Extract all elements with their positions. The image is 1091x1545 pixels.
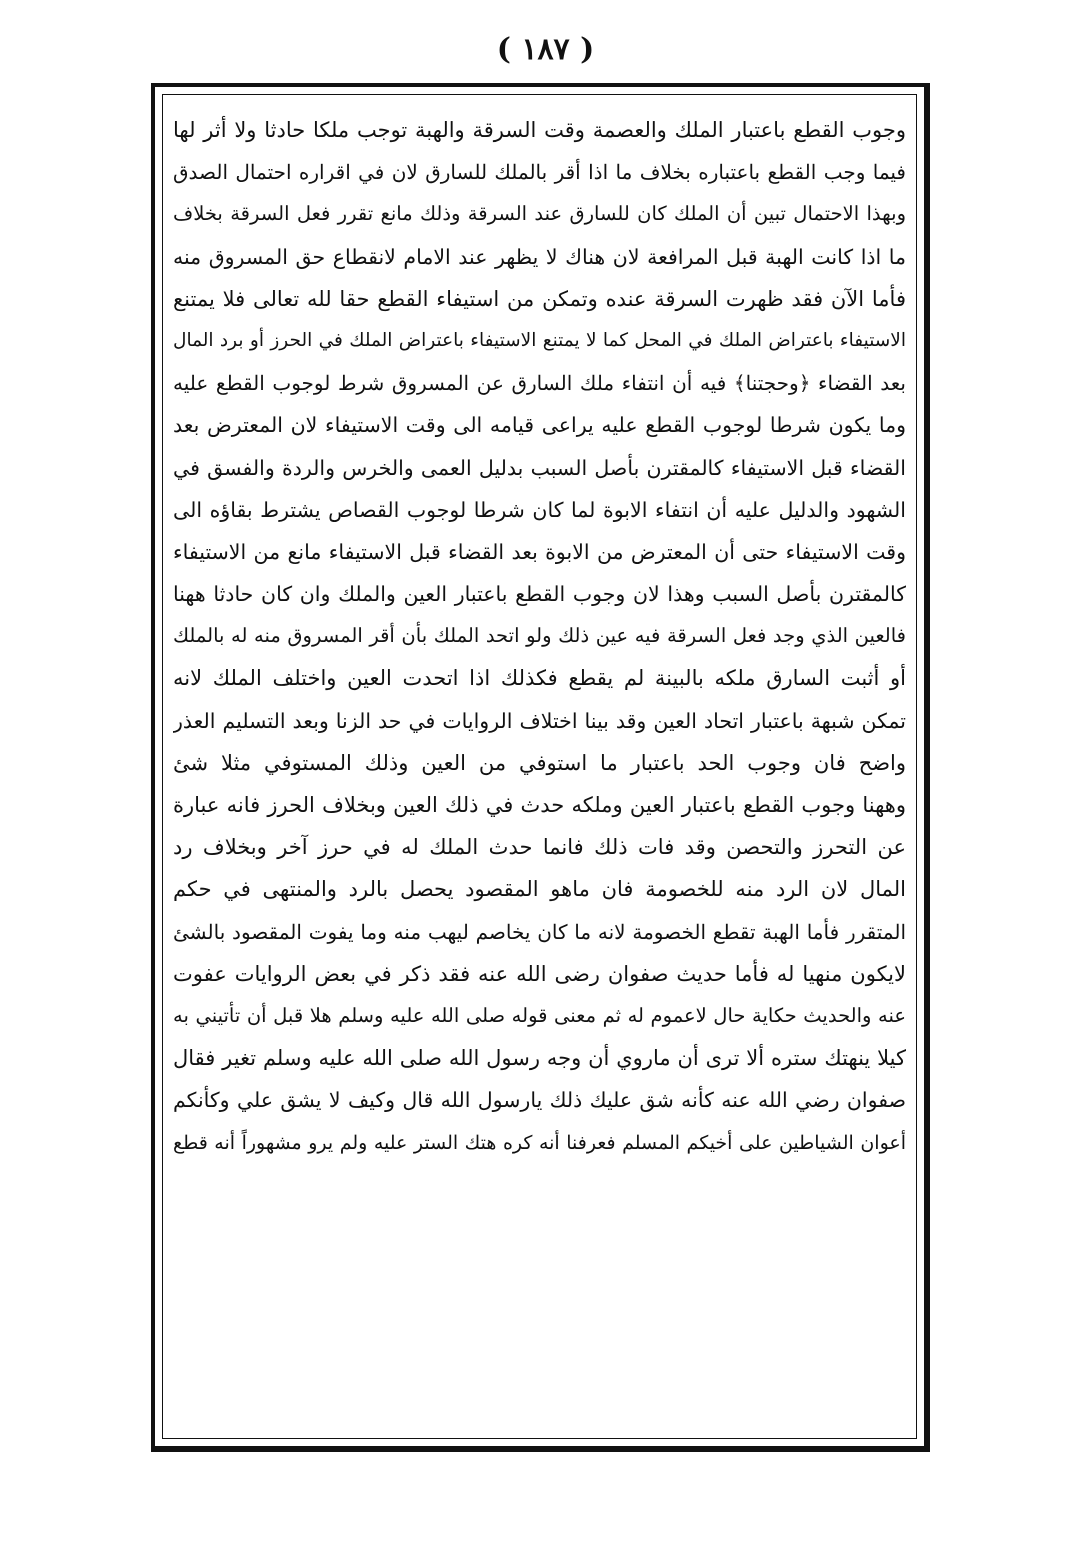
text-line: بعد القضاء ﴿وحجتنا﴾ فيه أن انتفاء ملك السارق عن المسروق شرط لوجوب القطع عليه: [173, 371, 906, 396]
text-line: المتقرر فأما الهبة تقطع الخصومة لانه ما كان يخاصم ليهب منه وما يفوت المقصود بالشئ: [173, 919, 906, 944]
text-line: كيلا ينهتك ستره ألا ترى أن ماروي أن وجه رسول الله صلى الله عليه وسلم تغير فقال: [173, 1046, 906, 1071]
text-line: المال لان الرد منه للخصومة فان ماهو المقصود يحصل بالرد والمنتهى في حكم: [173, 877, 906, 902]
page-frame: [151, 83, 930, 1452]
text-line: كالمقترن بأصل السبب وهذا لان وجوب القطع باعتبار العين والملك وان كان حادثا ههنا: [173, 582, 906, 607]
body-text: [173, 109, 906, 1164]
page-number: ( ١٨٧ ): [496, 32, 595, 67]
text-line: القضاء قبل الاستيفاء كالمقترن بأصل السبب بدليل العمى والخرس والردة والفسق في: [173, 455, 906, 480]
text-line: وههنا وجوب القطع باعتبار العين وملكه حدث في ذلك العين وبخلاف الحرز فانه عبارة: [173, 793, 906, 817]
text-line: ما اذا كانت الهبة قبل المرافعة لان هناك لا يظهر عند الامام لانقطاع حق المسروق منه: [173, 244, 906, 269]
text-line: صفوان رضي الله عنه كأنه شق عليك ذلك يارسول الله قال وكيف لا يشق علي وكأنكم: [173, 1088, 906, 1113]
text-line: فالعين الذي وجد فعل السرقة فيه عين ذلك ولو اتحد الملك بأن أقر المسروق منه له بالملك: [173, 624, 906, 648]
text-line: فيما وجب القطع باعتباره بخلاف ما اذا أقر بالملك للسارق لان في اقراره احتمال الصدق: [173, 160, 906, 185]
text-line: أو أثبت السارق ملكه بالبينة لم يقطع فكذلك اذا اتحدت العين واختلف الملك لانه: [173, 666, 906, 691]
text-line: وما يكون شرطا لوجوب القطع عليه يراعى قيامه الى وقت الاستيفاء لان المعترض بعد: [173, 413, 906, 438]
text-line: وجوب القطع باعتبار الملك والعصمة وقت السرقة والهبة توجب ملكا حادثا ولا أثر لها: [173, 118, 906, 142]
text-line: أعوان الشياطين على أخيكم المسلم فعرفنا أنه كره هتك الستر عليه ولم يرو مشهوراً أنه قطع: [173, 1131, 906, 1154]
text-line: تمكن شبهة باعتبار اتحاد العين وقد بينا اختلاف الروايات في حد الزنا وبعد التسليم العذر: [173, 708, 906, 733]
text-line: وبهذا الاحتمال تبين أن الملك كان للسارق عند السرقة وذلك مانع تقرر فعل السرقة بخلاف: [173, 202, 906, 226]
text-line: واضح فان وجوب الحد باعتبار ما استوفي من العين وذلك المستوفي مثلا شئ: [173, 750, 906, 775]
text-line: الاستيفاء باعتراض الملك في المحل كما لا يمتنع الاستيفاء باعتراض الملك في الحرز أو برد المال: [173, 329, 906, 351]
text-line: فأما الآن فقد ظهرت السرقة عنده وتمكن من استيفاء القطع حقا لله تعالى فلا يمتنع: [173, 286, 906, 311]
text-line: وقت الاستيفاء حتى أن المعترض من الابوة بعد القضاء قبل الاستيفاء مانع من الاستيفاء: [173, 539, 906, 564]
text-line: الشهود والدليل عليه أن انتفاء الابوة لما كان شرطا لوجوب القصاص يشترط بقاؤه الى: [173, 497, 906, 522]
page-frame-inner-rule: [162, 94, 917, 1439]
text-line: عن التحرز والتحصن وقد فات ذلك فانما حدث الملك له في حرز آخر وبخلاف رد: [173, 835, 906, 860]
text-line: عنه والحديث حكاية حال لاعموم له ثم معنى قوله صلى الله عليه وسلم هلا قبل أن تأتيني به: [173, 1003, 906, 1027]
text-line: لايكون منهيا له فأما حديث صفوان رضى الله عنه فقد ذكر في بعض الروايات عفوت: [173, 961, 906, 986]
